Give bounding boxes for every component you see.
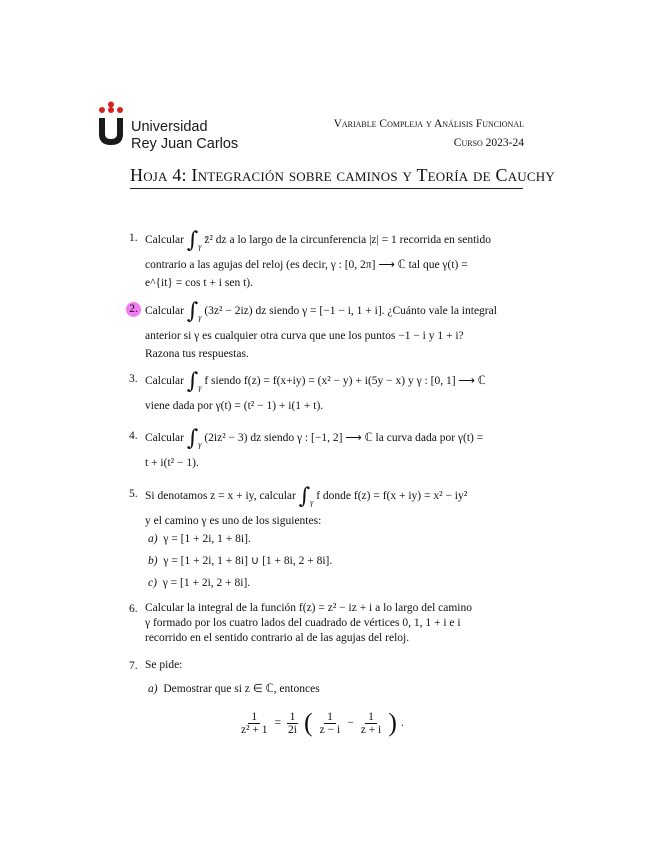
problem-5-number: 5.	[129, 488, 138, 500]
denominator: z + i	[360, 723, 382, 736]
integral-sign: ∫	[186, 228, 199, 253]
fraction	[358, 711, 385, 736]
denominator: z − i	[319, 723, 341, 736]
fraction	[285, 711, 300, 736]
problem-text: z̄² dz a lo largo de la circunferencia |z| = 1 recorrida en sentido	[204, 234, 492, 246]
fraction	[238, 711, 271, 736]
problem-7	[145, 656, 525, 674]
equals-sign: =	[274, 717, 282, 729]
problem-text: Calcular	[145, 432, 184, 444]
numerator: 1	[287, 711, 299, 724]
problem-text: Si denotamos z = x + iy, calcular	[145, 490, 296, 502]
item-label: c)	[148, 577, 157, 589]
integral-subscript: γ	[198, 242, 202, 251]
problem-text: γ formado por los cuatro lados del cuadrado de vértices 0, 1, 1 + i e i	[145, 617, 461, 629]
university-line1: Universidad	[131, 119, 208, 135]
urjc-logo-icon	[96, 101, 126, 145]
left-paren: (	[304, 708, 313, 737]
denominator: z² + 1	[241, 723, 268, 736]
problem-6	[145, 601, 525, 646]
numerator: 1	[324, 711, 336, 724]
university-line2: Rey Juan Carlos	[131, 136, 239, 152]
problem-5-items	[148, 528, 528, 594]
problem-2	[145, 297, 525, 363]
integral-sign: ∫	[298, 484, 311, 509]
item-text: γ = [1 + 2i, 2 + 8i].	[162, 577, 251, 589]
problem-text: Calcular	[145, 234, 184, 246]
integral-sign: ∫	[186, 426, 199, 451]
numerator: 1	[365, 711, 377, 724]
page-title: Hoja 4: Integración sobre caminos y Teoría de Cauchy	[130, 165, 555, 185]
item-label: a)	[148, 683, 158, 695]
fraction	[317, 711, 344, 736]
problem-text: contrario a las agujas del reloj (es decir, γ : [0, 2π] ⟶ ℂ tal que γ(t) =	[145, 259, 468, 271]
integral-subscript: γ	[198, 383, 202, 392]
problem-text: t + i(t² − 1).	[145, 457, 199, 469]
right-paren: )	[388, 708, 397, 737]
list-item	[148, 528, 528, 550]
problem-4	[145, 424, 525, 472]
problem-4-number: 4.	[129, 430, 138, 442]
problem-text: e^{it} = cos t + i sen t).	[145, 277, 253, 289]
item-text: γ = [1 + 2i, 1 + 8i].	[163, 533, 251, 545]
problem-text: viene dada por γ(t) = (t² − 1) + i(1 + t).	[145, 400, 324, 412]
problem-text: Calcular	[145, 375, 184, 387]
problem-7-number: 7.	[129, 660, 138, 672]
list-item	[148, 572, 528, 594]
integral-sign: ∫	[186, 369, 199, 394]
problem-text: y el camino γ es uno de los siguientes:	[145, 515, 322, 527]
problem-text: Se pide:	[145, 659, 183, 671]
problem-text: (2iz² − 3) dz siendo γ : [−1, 2] ⟶ ℂ la curva dada por γ(t) =	[204, 432, 484, 444]
course-year: Curso 2023-24	[453, 137, 524, 149]
denominator: 2i	[288, 723, 297, 736]
problem-text: anterior si γ es cualquier otra curva que une los puntos −1 − i y 1 + i?	[145, 330, 464, 342]
university-logo	[96, 101, 126, 145]
problem-text: Calcular la integral de la función f(z) = z² − iz + i a lo largo del camino	[145, 602, 472, 614]
problem-2-number	[126, 302, 141, 317]
highlight-marker: 2.	[126, 302, 141, 317]
problem-6-number: 6.	[129, 603, 138, 615]
course-name: Variable Compleja y Análisis Funcional	[333, 118, 524, 130]
item-text: γ = [1 + 2i, 1 + 8i] ∪ [1 + 8i, 2 + 8i].	[163, 555, 333, 567]
problem-text: f donde f(z) = f(x + iy) = x² − iy²	[316, 490, 468, 502]
period: .	[400, 717, 404, 729]
numerator: 1	[248, 711, 260, 724]
item-label: b)	[148, 555, 158, 567]
problem-5	[145, 482, 525, 530]
item-text: Demostrar que si z ∈ ℂ, entonces	[163, 683, 320, 695]
problem-text: f siendo f(z) = f(x+iy) = (x² − y) + i(5y − x) y γ : [0, 1] ⟶ ℂ	[204, 375, 486, 387]
integral-subscript: γ	[310, 498, 314, 507]
problem-1-number: 1.	[129, 232, 138, 244]
problem-7-item-a	[148, 680, 528, 698]
problem-text: Calcular	[145, 305, 184, 317]
minus-sign: −	[347, 717, 354, 729]
item-label: a)	[148, 533, 158, 545]
integral-subscript: γ	[198, 313, 202, 322]
problem-1	[145, 226, 525, 292]
integral-sign: ∫	[186, 299, 199, 324]
problem-3	[145, 367, 525, 415]
formula	[238, 708, 404, 738]
list-item	[148, 550, 528, 572]
problem-text: (3z² − 2iz) dz siendo γ = [−1 − i, 1 + i]. ¿Cuánto vale la integral	[204, 305, 497, 317]
title-rule	[130, 188, 523, 189]
problem-3-number: 3.	[129, 373, 138, 385]
problem-text: recorrido en el sentido contrario al de las agujas del reloj.	[145, 632, 410, 644]
integral-subscript: γ	[198, 440, 202, 449]
problem-text: Razona tus respuestas.	[145, 348, 249, 360]
university-name	[131, 119, 238, 153]
